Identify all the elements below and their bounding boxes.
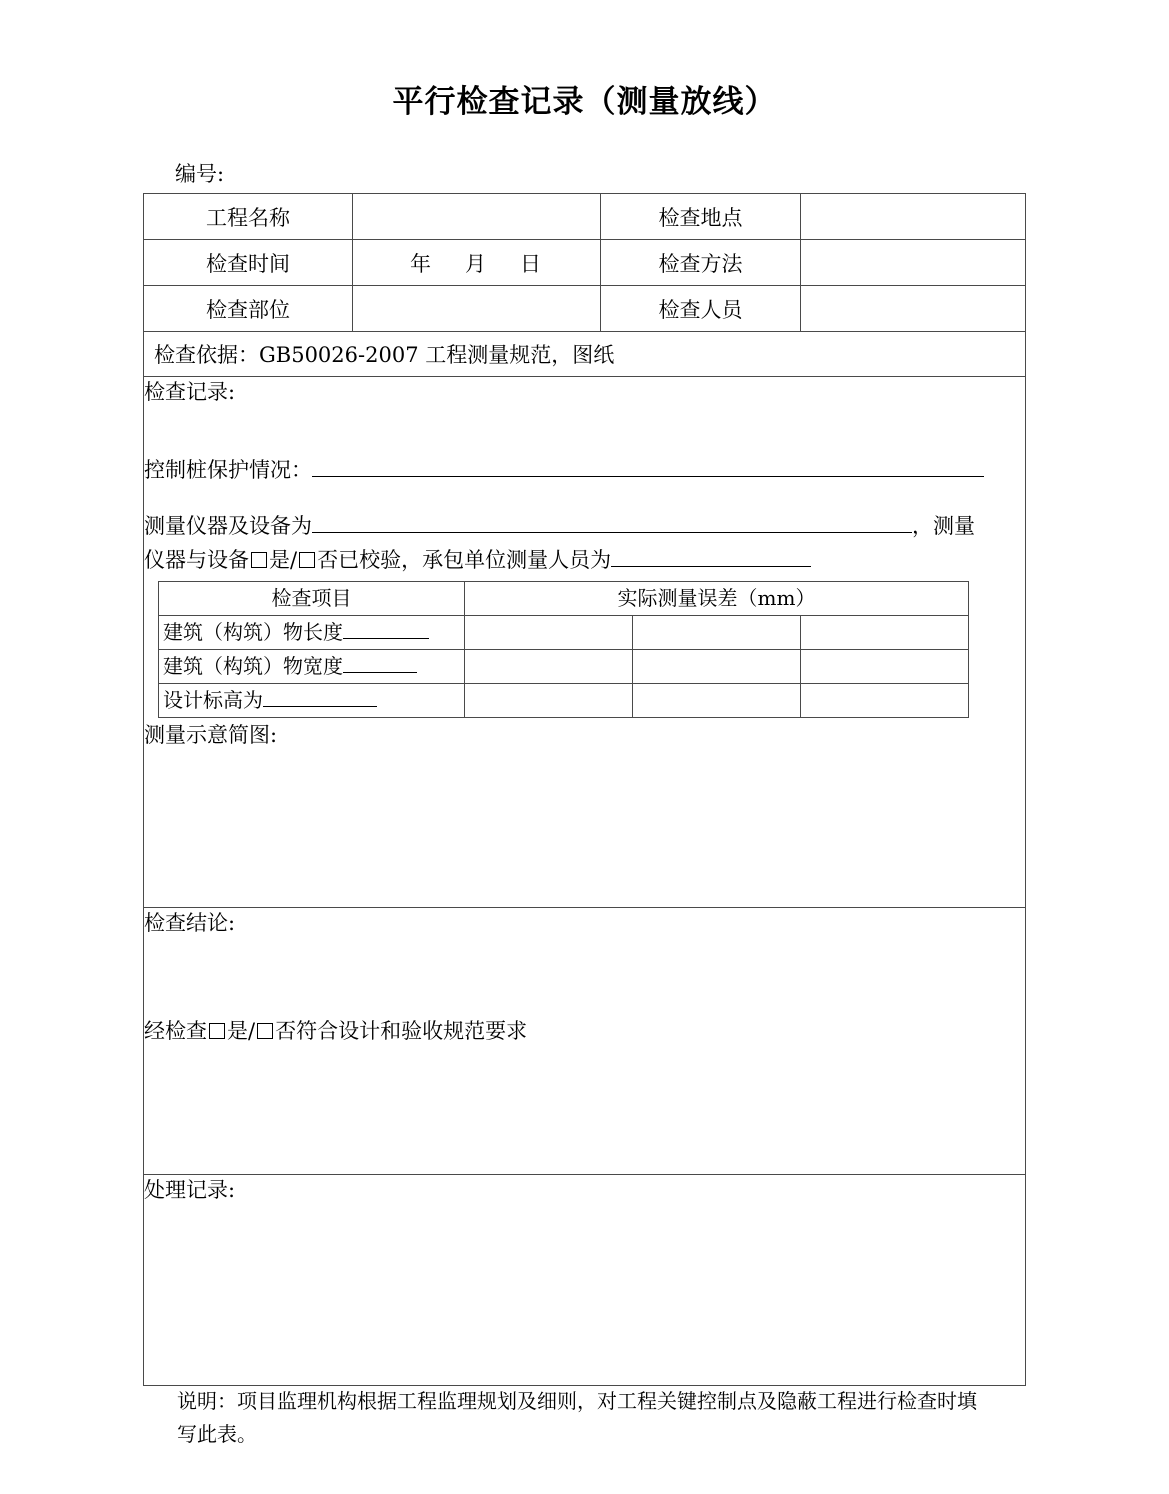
instrument-input[interactable] — [312, 512, 912, 533]
sketch-title: 测量示意简图: — [144, 723, 278, 747]
pile-protection-input[interactable] — [312, 456, 984, 477]
building-width-input[interactable] — [343, 654, 417, 673]
checkbox-calibration-no[interactable] — [299, 552, 315, 568]
date-month-label: 月 — [465, 251, 488, 276]
conclusion-yes-label: 是 — [227, 1019, 248, 1043]
field-inspection-method[interactable] — [801, 240, 1026, 286]
cell-length-error-3[interactable] — [801, 616, 969, 650]
table-header-row — [159, 582, 969, 616]
conclusion-spacer — [144, 938, 1025, 1014]
pile-protection-label: 控制桩保护情况： — [144, 458, 312, 482]
inspection-basis-text: 检查依据：GB50026-2007 工程测量规范，图纸 — [144, 332, 1026, 377]
label-inspector: 检查人员 — [601, 286, 801, 332]
design-elevation-label: 设计标高为 — [163, 688, 263, 712]
instrument-suffix-label: ，测量 — [912, 514, 975, 538]
cell-length-error-1[interactable] — [465, 616, 633, 650]
inspection-record-cell[interactable] — [144, 377, 1026, 908]
footer-note-line-1: 说明：项目监理机构根据工程监理规划及细则，对工程关键控制点及隐蔽工程进行检查时填 — [177, 1389, 977, 1413]
inspection-record-title: 检查记录: — [144, 380, 236, 404]
checkbox-conclusion-no[interactable] — [257, 1023, 273, 1039]
field-inspector[interactable] — [801, 286, 1026, 332]
cell-width-error-3[interactable] — [801, 650, 969, 684]
building-length-label: 建筑（构筑）物长度 — [163, 620, 343, 644]
calibration-prefix-label: 仪器与设备 — [144, 548, 249, 572]
handling-record-cell[interactable] — [144, 1175, 1026, 1386]
calibration-separator: / — [290, 548, 298, 572]
conclusion-prefix-label: 经检查 — [144, 1019, 207, 1043]
inspection-record-table — [143, 193, 1026, 1386]
label-inspection-part: 检查部位 — [144, 286, 353, 332]
table-row — [144, 1175, 1026, 1386]
conclusion-no-label: 否符合设计和验收规范要求 — [275, 1019, 528, 1043]
row-label-building-width — [159, 650, 465, 684]
building-width-label: 建筑（构筑）物宽度 — [163, 654, 343, 678]
date-day-label: 日 — [520, 251, 543, 276]
cell-elevation-error-2[interactable] — [633, 684, 801, 718]
record-spacer-2 — [144, 487, 1025, 509]
instrument-line — [144, 509, 1025, 543]
date-year-label: 年 — [410, 251, 433, 276]
label-project-name: 工程名称 — [144, 194, 353, 240]
table-row — [159, 684, 969, 718]
measurement-error-table — [158, 581, 969, 718]
design-elevation-input[interactable] — [263, 688, 377, 707]
checkbox-calibration-yes[interactable] — [251, 552, 267, 568]
conclusion-separator: / — [248, 1019, 256, 1043]
row-label-design-elevation — [159, 684, 465, 718]
table-row — [159, 650, 969, 684]
table-row — [144, 332, 1026, 377]
page-title: 平行检查记录（测量放线） — [392, 84, 777, 120]
cell-width-error-2[interactable] — [633, 650, 801, 684]
footer-note — [177, 1385, 1022, 1451]
instrument-prefix-label: 测量仪器及设备为 — [144, 514, 312, 538]
label-inspection-method: 检查方法 — [601, 240, 801, 286]
label-inspection-time: 检查时间 — [144, 240, 353, 286]
table-row — [159, 616, 969, 650]
table-row — [144, 286, 1026, 332]
row-label-building-length — [159, 616, 465, 650]
table-row — [144, 240, 1026, 286]
label-inspection-location: 检查地点 — [601, 194, 801, 240]
table-row — [144, 377, 1026, 908]
field-inspection-date[interactable] — [353, 240, 601, 286]
column-header-item: 检查项目 — [159, 582, 465, 616]
cell-width-error-1[interactable] — [465, 650, 633, 684]
field-inspection-part[interactable] — [353, 286, 601, 332]
conclusion-check-line — [144, 1014, 1025, 1048]
handling-record-title: 处理记录: — [144, 1178, 236, 1202]
cell-elevation-error-3[interactable] — [801, 684, 969, 718]
calibration-no-label: 否已校验，承包单位测量人员为 — [317, 548, 612, 572]
calibration-yes-label: 是 — [269, 548, 290, 572]
column-header-actual-error: 实际测量误差（mm） — [465, 582, 969, 616]
field-inspection-location[interactable] — [801, 194, 1026, 240]
conclusion-cell[interactable] — [144, 908, 1026, 1175]
footer-note-line-2: 写此表。 — [177, 1422, 257, 1446]
record-spacer — [144, 407, 1025, 453]
cell-length-error-2[interactable] — [633, 616, 801, 650]
surveyor-name-input[interactable] — [611, 546, 811, 567]
cell-elevation-error-1[interactable] — [465, 684, 633, 718]
pile-protection-line — [144, 453, 1025, 487]
table-row — [144, 194, 1026, 240]
calibration-line — [144, 543, 1025, 577]
checkbox-conclusion-yes[interactable] — [209, 1023, 225, 1039]
building-length-input[interactable] — [343, 620, 429, 639]
conclusion-title: 检查结论: — [144, 911, 236, 935]
field-project-name[interactable] — [353, 194, 601, 240]
table-row — [144, 908, 1026, 1175]
serial-number-label: 编号: — [175, 162, 225, 186]
